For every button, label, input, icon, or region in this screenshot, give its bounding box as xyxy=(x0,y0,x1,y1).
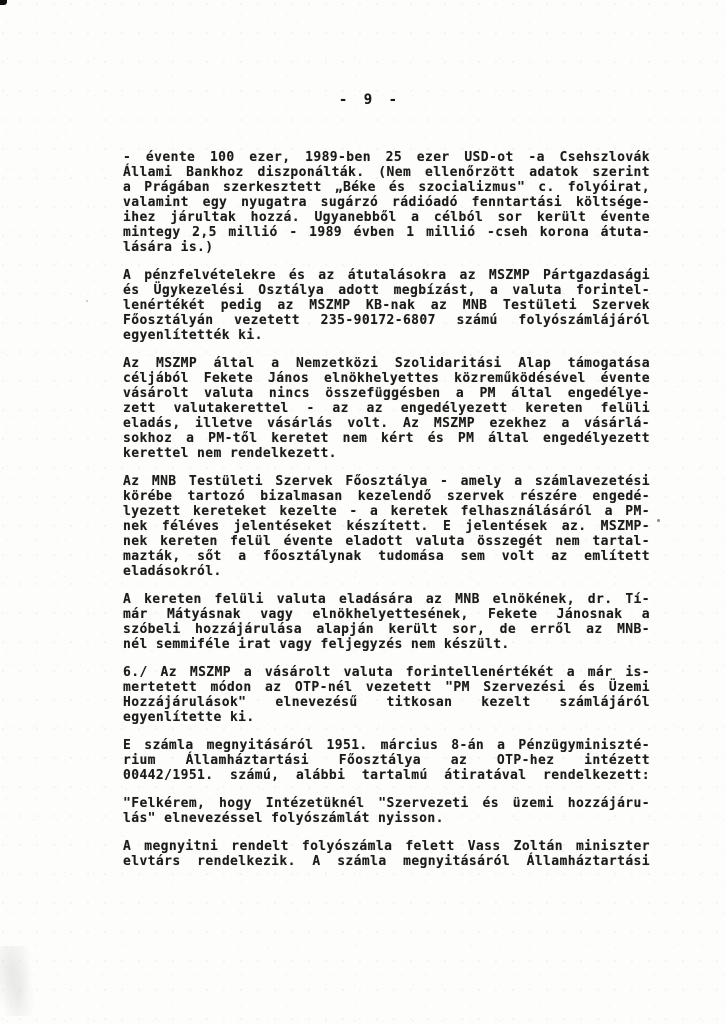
text-line: Főosztályán vezetett 235-90172-6807 számú folyószámlájáról xyxy=(123,313,650,328)
scan-artifact-bottom-left xyxy=(0,946,34,1016)
paragraph xyxy=(123,356,650,461)
text-line: kerettel nem rendelkezett. xyxy=(123,446,337,461)
text-line: elvtárs rendelkezik. A számla megnyitásáról Államháztartási xyxy=(123,854,650,869)
paragraph xyxy=(123,474,650,579)
text-line: "Felkérem, hogy Intézetüknél "Szervezeti és üzemi hozzájáru- xyxy=(123,796,650,811)
text-line: és Ügykezelési Osztálya adott megbízást, a valuta forintel- xyxy=(123,283,650,298)
text-line: Hozzájárulások" elnevezésű titkosan kezelt számlájáról xyxy=(123,695,650,710)
text-line: mazták, sőt a főosztálynak tudomása sem volt az említett xyxy=(123,549,650,564)
text-line: rium Államháztartási Főosztálya az OTP-hez intézett xyxy=(123,753,650,768)
text-line: valamint egy nyugatra sugárzó rádióadó fenntartási költsége- xyxy=(123,195,650,210)
text-line: zett valutakerettel - az az engedélyezett kereten felüli xyxy=(123,401,650,416)
text-line: céljából Fekete János elnökhelyettes közreműködésével évente xyxy=(123,371,650,386)
text-line: egyenlítették ki. xyxy=(123,328,263,343)
paragraph xyxy=(123,796,650,826)
text-line: E számla megnyitásáról 1951. március 8-án a Pénzügyminiszté- xyxy=(123,738,650,753)
text-line: szóbeli hozzájárulása alapján került sor, de erről az MNB- xyxy=(123,622,650,637)
text-line: mertetett módon az OTP-nél vezetett "PM Szervezési és Üzemi xyxy=(123,680,650,695)
text-line: Az MSZMP által a Nemzetközi Szolidaritási Alap támogatása xyxy=(123,356,650,371)
text-line: a Prágában szerkesztett „Béke és szocializmus" c. folyóirat, xyxy=(123,180,650,195)
text-line: lására is.) xyxy=(123,240,214,255)
text-line: körébe tartozó bizalmasan kezelendő szervek részére engedé- xyxy=(123,489,650,504)
document-body xyxy=(123,150,650,882)
text-line: mintegy 2,5 millió - 1989 évben 1 millió -cseh korona átuta- xyxy=(123,225,650,240)
paragraph xyxy=(123,592,650,652)
text-line: egyenlítette ki. xyxy=(123,710,255,725)
text-line: nek kereten felül évente eladott valuta összegét nem tartal- xyxy=(123,534,650,549)
text-line: lenértékét pedig az MSZMP KB-nak az MNB Testületi Szervek xyxy=(123,298,650,313)
text-line: - évente 100 ezer, 1989-ben 25 ezer USD-ot -a Csehszlovák xyxy=(123,150,650,165)
text-line: A kereten felüli valuta eladására az MNB elnökének, dr. Tí- xyxy=(123,592,650,607)
text-line: A pénzfelvételekre és az átutalásokra az MSZMP Pártgazdasági xyxy=(123,268,650,283)
text-line: ihez járultak hozzá. Ugyanebből a célból sor került évente xyxy=(123,210,650,225)
text-line: lyezett kereteket kezelte - a keretek felhasználásáról a PM- xyxy=(123,504,650,519)
paragraph xyxy=(123,738,650,783)
scan-speck xyxy=(86,300,88,302)
text-line: Állami Bankhoz diszponálták. (Nem ellenőrzött adatok szerint xyxy=(123,165,650,180)
page-number: - 9 - xyxy=(338,92,402,108)
text-line: vásárolt valuta nincs összefüggésben a PM által engedélye- xyxy=(123,386,650,401)
text-line: 00442/1951. számú, alábbi tartalmú átiratával rendelkezett: xyxy=(123,768,650,783)
paragraph xyxy=(123,150,650,255)
text-line: Az MNB Testületi Szervek Főosztálya - amely a számlavezetési xyxy=(123,474,650,489)
text-line: sokhoz a PM-től keretet nem kért és PM által engedélyezett xyxy=(123,431,650,446)
paragraph xyxy=(123,268,650,343)
text-line: eladás, illetve vásárlás volt. Az MSZMP ezekhez a vásárlá- xyxy=(123,416,650,431)
text-line: 6./ Az MSZMP a vásárolt valuta forintellenértékét a már is- xyxy=(123,665,650,680)
text-line: nek féléves jelentéseket készített. E jelentések az. MSZMP- xyxy=(123,519,650,534)
text-line: lás" elnevezéssel folyószámlát nyisson. xyxy=(123,811,444,826)
text-line: eladásokról. xyxy=(123,564,222,579)
scan-speck xyxy=(657,519,660,522)
text-line: nél semmiféle irat vagy feljegyzés nem készült. xyxy=(123,637,510,652)
scan-artifact-top-left xyxy=(0,0,7,5)
paragraph xyxy=(123,839,650,869)
text-line: A megnyitni rendelt folyószámla felett Vass Zoltán miniszter xyxy=(123,839,650,854)
text-line: már Mátyásnak vagy elnökhelyettesének, Fekete Jánosnak a xyxy=(123,607,650,622)
paragraph xyxy=(123,665,650,725)
